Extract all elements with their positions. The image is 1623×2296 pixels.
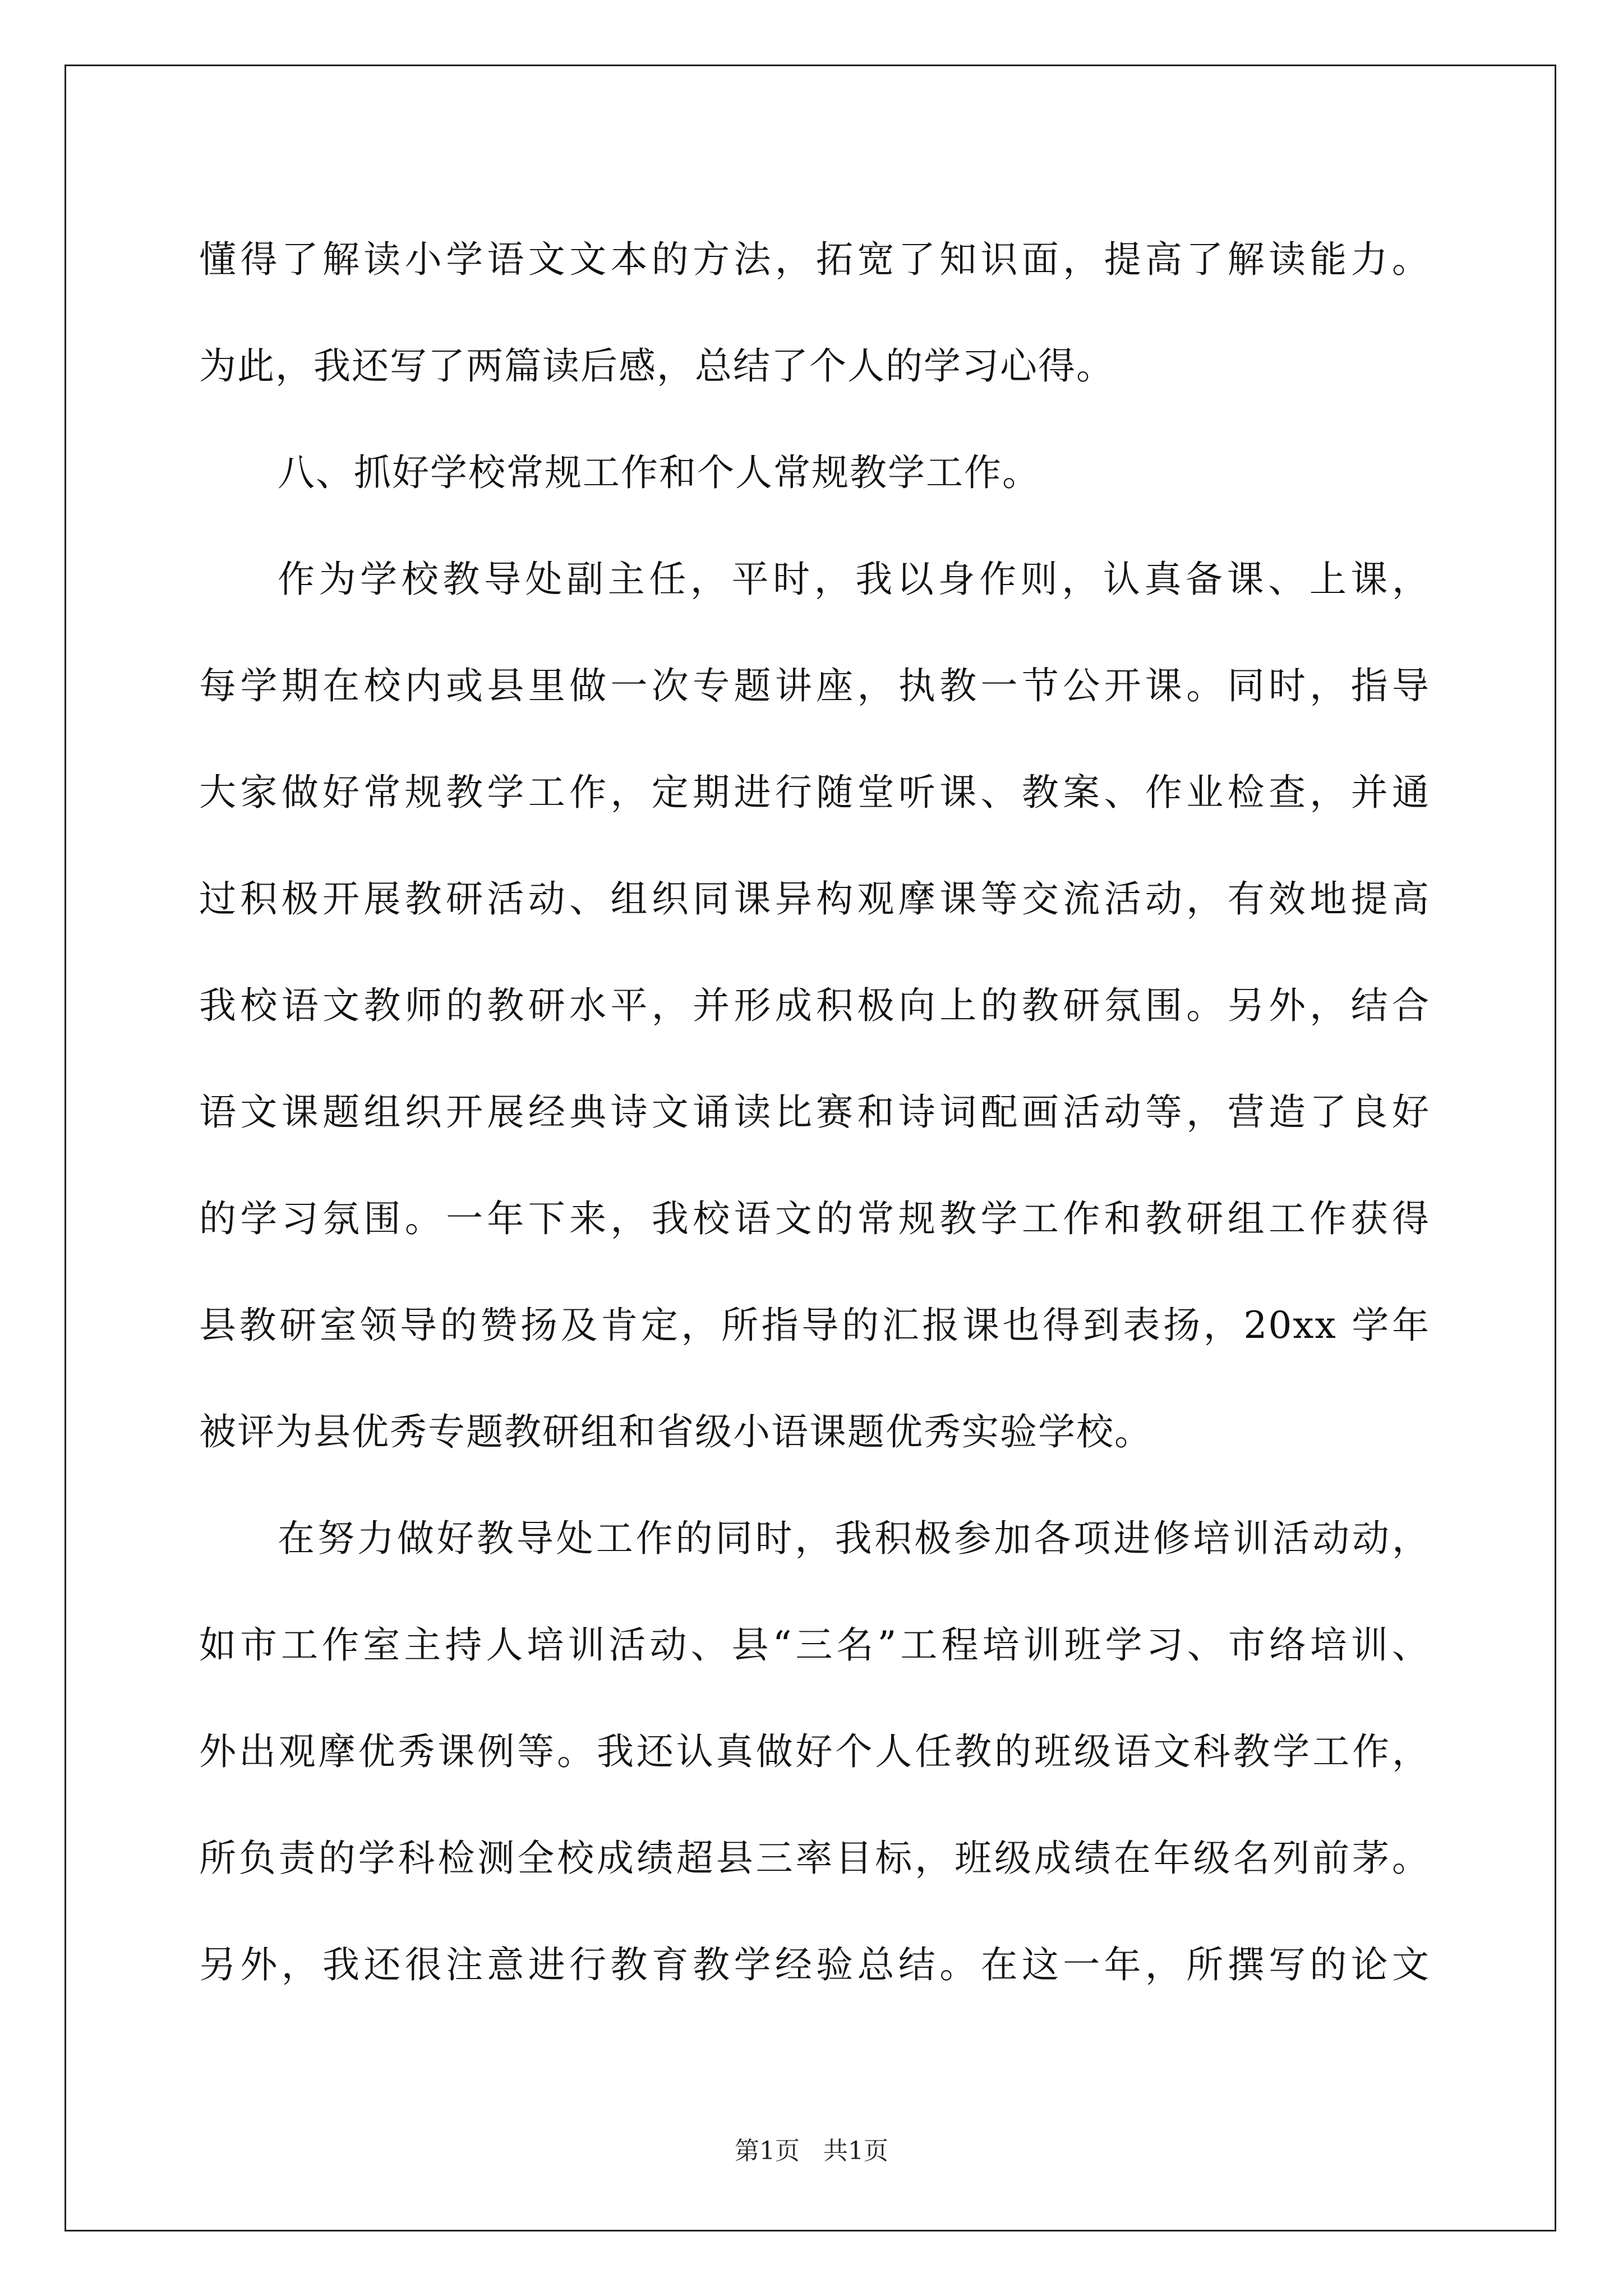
page-number-footer: 第1页 共1页 <box>735 2137 888 2165</box>
body-line: 如市工作室主持人培训活动、县“三名”工程培训班学习、市络培训、 <box>199 1623 1430 1667</box>
body-line: 我校语文教师的教研水平，并形成积极向上的教研氛围。另外，结合 <box>199 984 1430 1027</box>
section-heading: 八、抓好学校常规工作和个人常规教学工作。 <box>278 451 1040 494</box>
body-line: 过积极开展教研活动、组织同课异构观摩课等交流活动，有效地提高 <box>199 877 1430 921</box>
body-line: 语文课题组织开展经典诗文诵读比赛和诗词配画活动等，营造了良好 <box>199 1091 1430 1134</box>
body-line: 懂得了解读小学语文文本的方法，拓宽了知识面，提高了解读能力。 <box>199 238 1430 281</box>
body-line: 被评为县优秀专题教研组和省级小语课题优秀实验学校。 <box>199 1410 1152 1453</box>
body-line: 在努力做好教导处工作的同时，我积极参加各项进修培训活动动， <box>278 1517 1430 1560</box>
body-line: 的学习氛围。一年下来，我校语文的常规教学工作和教研组工作获得 <box>199 1197 1430 1240</box>
body-line: 每学期在校内或县里做一次专题讲座，执教一节公开课。同时，指导 <box>199 664 1430 707</box>
body-line: 外出观摩优秀课例等。我还认真做好个人任教的班级语文科教学工作， <box>199 1730 1430 1773</box>
body-line: 另外，我还很注意进行教育教学经验总结。在这一年，所撰写的论文 <box>199 1943 1430 1986</box>
body-line: 大家做好常规教学工作，定期进行随堂听课、教案、作业检查，并通 <box>199 771 1430 814</box>
body-line: 为此，我还写了两篇读后感，总结了个人的学习心得。 <box>199 344 1114 388</box>
body-line: 县教研室领导的赞扬及肯定，所指导的汇报课也得到表扬，20xx 学年 <box>199 1304 1430 1347</box>
body-line: 所负责的学科检测全校成绩超县三率目标，班级成绩在年级名列前茅。 <box>199 1837 1430 1880</box>
body-line: 作为学校教导处副主任，平时，我以身作则，认真备课、上课， <box>278 558 1430 601</box>
document-body <box>199 206 1430 2018</box>
